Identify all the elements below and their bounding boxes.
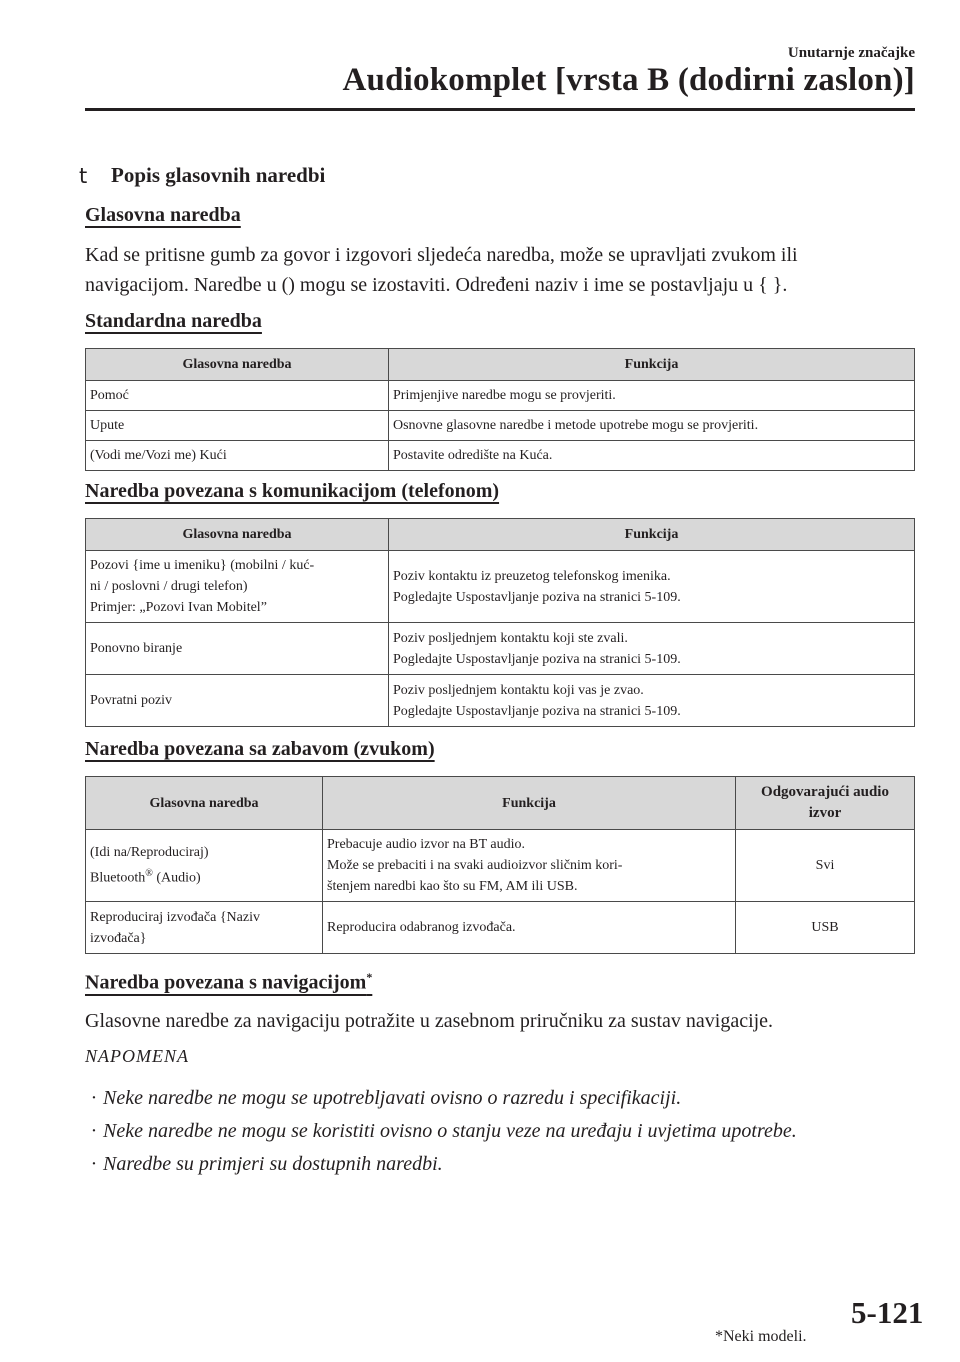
cell-line: Pozovi {ime u imeniku} (mobilni / kuć-: [90, 558, 315, 573]
cell-line: Poziv posljednjem kontaktu koji vas je zvao.: [393, 682, 644, 698]
navigation-paragraph: Glasovne naredbe za navigaciju potražite u zasebnom priručniku za sustav navigacije.: [85, 1010, 774, 1032]
cell-line: Može se prebaciti i na svaki audioizvor sličnim kori-: [327, 858, 623, 873]
communication-command-heading: Naredba povezana s komunikacijom (telefonom): [85, 480, 500, 502]
function-cell: Primjenjive naredbe mogu se provjeriti.: [389, 381, 915, 411]
header-line: izvor: [808, 805, 842, 821]
bluetooth-label: Bluetooth: [90, 870, 146, 886]
footnote: *Neki modeli.: [715, 1328, 807, 1345]
standard-command-heading: Standardna naredba: [85, 310, 262, 332]
function-cell: Osnovne glasovne naredbe i metode upotrebe mogu se provjeriti.: [389, 411, 915, 441]
asterisk-mark: *: [366, 970, 373, 984]
column-header: Glasovna naredba: [86, 349, 389, 381]
entertainment-command-heading: Naredba povezana sa zabavom (zvukom): [85, 738, 435, 760]
column-header: Funkcija: [389, 349, 915, 381]
table-row: [86, 411, 915, 441]
voice-command-paragraph: [85, 240, 915, 300]
table-row: [86, 441, 915, 471]
cell-line: [90, 863, 318, 889]
entertainment-command-table: [85, 776, 915, 954]
command-cell: [86, 551, 389, 623]
note-text: Naredbe su primjeri su dostupnih naredbi.: [103, 1153, 443, 1175]
section-marker-icon: t: [79, 164, 88, 188]
cell-line: Pogledajte Uspostavljanje poziva na stranici 5-109.: [393, 589, 681, 605]
cell-line: Primjer: „Pozovi Ivan Mobitel”: [90, 600, 267, 615]
paragraph-line: navigacijom. Naredbe u () mogu se izostaviti. Određeni naziv i ime se postavljaju u { }.: [85, 274, 788, 296]
table-row: [86, 902, 915, 954]
table-row: [86, 381, 915, 411]
column-header: [736, 777, 915, 830]
source-cell: Svi: [736, 830, 915, 902]
header-line: Odgovarajući audio: [761, 784, 889, 800]
section-title: Popis glasovnih naredbi: [111, 163, 326, 187]
header-rule: [85, 108, 915, 111]
cell-line: Reproduciraj izvođača {Naziv: [90, 909, 260, 925]
command-cell: [86, 902, 323, 954]
registered-mark: ®: [145, 868, 153, 880]
table-row: [86, 551, 915, 623]
page-number: 5-121: [851, 1295, 924, 1330]
list-item: [85, 1148, 915, 1181]
column-header: Glasovna naredba: [86, 519, 389, 551]
cell-line: Poziv kontaktu iz preuzetog telefonskog imenika.: [393, 568, 671, 584]
table-row: [86, 675, 915, 727]
function-cell: [389, 623, 915, 675]
function-cell: [389, 551, 915, 623]
table-row: [86, 830, 915, 902]
cell-line: Prebacuje audio izvor na BT audio.: [327, 837, 526, 852]
cell-line: Pogledajte Uspostavljanje poziva na stranici 5-109.: [393, 703, 681, 719]
list-item: [85, 1115, 915, 1148]
function-cell: Reproducira odabranog izvođača.: [323, 902, 736, 954]
cell-line: (Idi na/Reproduciraj): [90, 845, 209, 861]
column-header: Funkcija: [323, 777, 736, 830]
command-cell: Upute: [86, 411, 389, 441]
cell-line: Poziv posljednjem kontaktu koji ste zvali.: [393, 630, 628, 646]
note-text: Neke naredbe ne mogu se upotrebljavati ovisno o razredu i specifikaciji.: [103, 1087, 682, 1109]
navigation-command-heading: [85, 970, 372, 995]
note-text: Neke naredbe ne mogu se koristiti ovisno o stanju veze na uređaju i uvjetima upotrebe.: [103, 1120, 797, 1142]
note-list: [85, 1082, 915, 1181]
list-item: [85, 1082, 915, 1115]
source-cell: USB: [736, 902, 915, 954]
communication-command-table: [85, 518, 915, 727]
bullet-icon: ·: [90, 1120, 98, 1142]
bullet-icon: ·: [90, 1153, 98, 1175]
voice-command-heading: Glasovna naredba: [85, 204, 241, 226]
cell-line: ni / poslovni / drugi telefon): [90, 579, 248, 594]
standard-command-table: [85, 348, 915, 471]
paragraph-line: Kad se pritisne gumb za govor i izgovori sljedeća naredba, može se upravljati zvukom ili: [85, 244, 798, 266]
function-cell: [389, 675, 915, 727]
function-cell: [323, 830, 736, 902]
column-header: Funkcija: [389, 519, 915, 551]
command-cell: (Vodi me/Vozi me) Kući: [86, 441, 389, 471]
note-label: NAPOMENA: [85, 1046, 189, 1066]
column-header: Glasovna naredba: [86, 777, 323, 830]
page-title: Audiokomplet [vrsta B (dodirni zaslon)]: [342, 62, 915, 98]
command-cell: Pomoć: [86, 381, 389, 411]
table-row: [86, 623, 915, 675]
chapter-label: Unutarnje značajke: [787, 45, 915, 61]
command-cell: Ponovno biranje: [86, 623, 389, 675]
cell-line: izvođača}: [90, 930, 147, 946]
cell-line: štenjem naredbi kao što su FM, AM ili USB.: [327, 879, 578, 894]
audio-label: (Audio): [152, 870, 201, 886]
command-cell: Povratni poziv: [86, 675, 389, 727]
heading-text: Naredba povezana s navigacijom: [85, 971, 367, 994]
bullet-icon: ·: [90, 1087, 98, 1109]
cell-line: Pogledajte Uspostavljanje poziva na stranici 5-109.: [393, 651, 681, 667]
function-cell: Postavite odredište na Kuća.: [389, 441, 915, 471]
command-cell: [86, 830, 323, 902]
